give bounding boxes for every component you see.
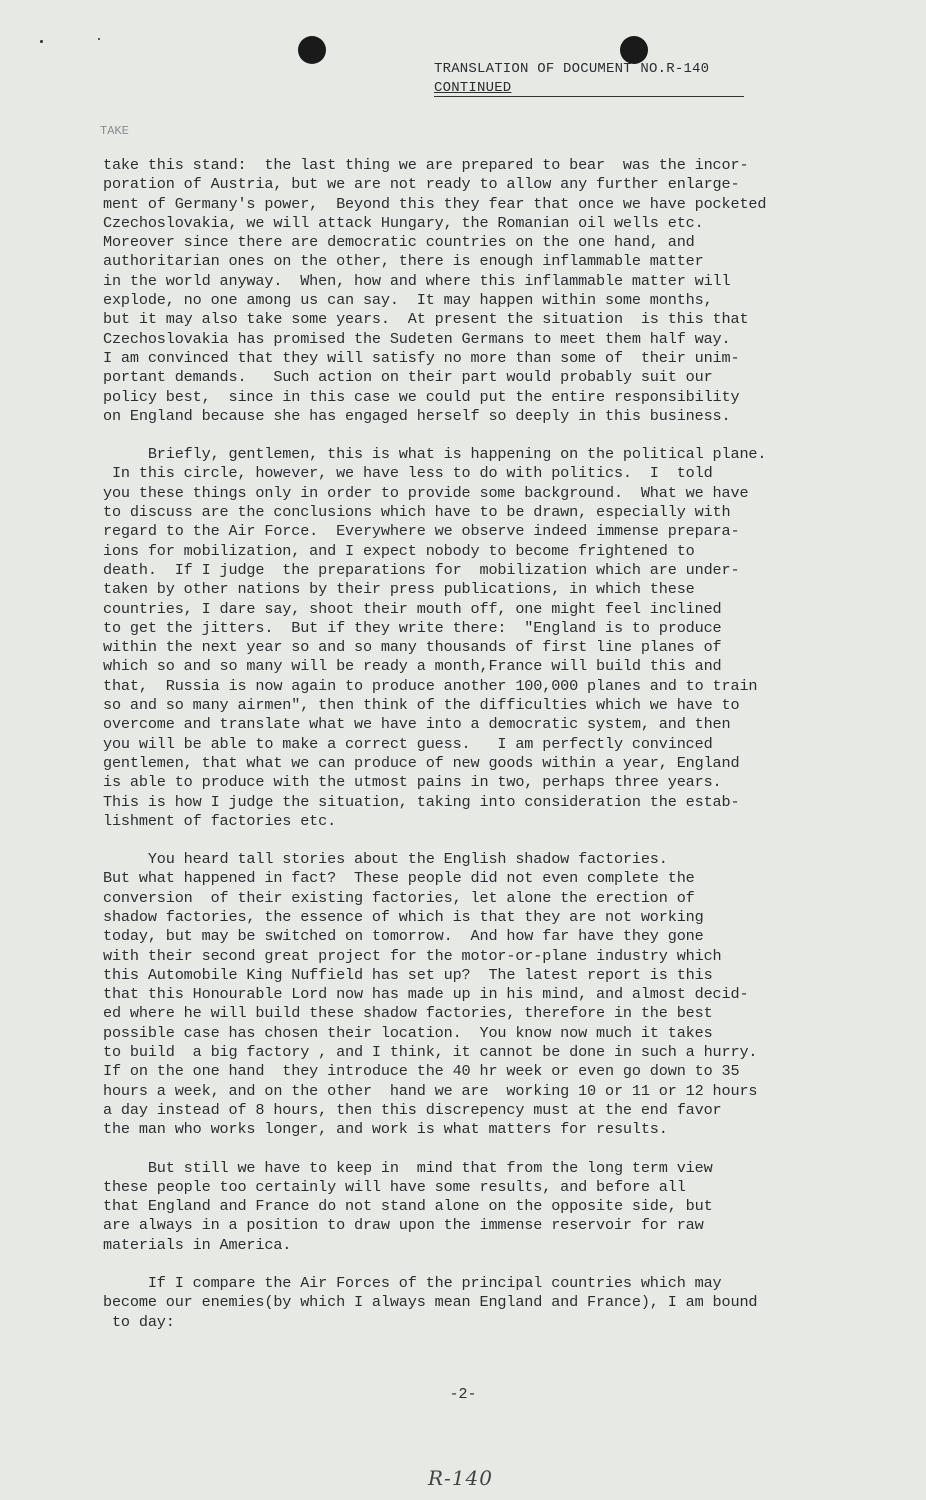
page-number: -2- bbox=[449, 1386, 477, 1403]
text-line: regard to the Air Force. Everywhere we observe indeed immense prepara- bbox=[103, 522, 740, 541]
text-line: take this stand: the last thing we are prepared to bear was the incor- bbox=[103, 156, 749, 174]
text-line: this Automobile King Nuffield has set up? The latest report is this bbox=[103, 965, 713, 984]
speck-mark bbox=[98, 38, 100, 40]
body-text bbox=[103, 156, 823, 1351]
text-line: to build a big factory , and I think, it cannot be done in such a hurry. bbox=[103, 1043, 758, 1062]
text-line: conversion of their existing factories, let alone the erection of bbox=[103, 888, 695, 907]
text-line: shadow factories, the essence of which is that they are not working bbox=[103, 907, 704, 926]
text-line: you these things only in order to provide some background. What we have bbox=[103, 483, 749, 502]
text-line: but it may also take some years. At present the situation is this that bbox=[103, 310, 749, 329]
text-line: in the world anyway. When, how and where this inflammable matter will bbox=[103, 271, 731, 290]
paragraph bbox=[103, 156, 823, 426]
text-line: You heard tall stories about the English shadow factories. bbox=[103, 850, 668, 869]
text-line: gentlemen, that what we can produce of new goods within a year, England bbox=[103, 753, 740, 772]
text-line: that, Russia is now again to produce another 100,000 planes and to train bbox=[103, 676, 758, 695]
text-line: portant demands. Such action on their part would probably suit our bbox=[103, 368, 713, 387]
speck-mark bbox=[40, 40, 43, 43]
text-line: This is how I judge the situation, taking into consideration the estab- bbox=[103, 792, 740, 811]
paragraph bbox=[103, 445, 823, 831]
text-line: If I compare the Air Forces of the principal countries which may bbox=[103, 1274, 722, 1293]
text-line: is able to produce with the utmost pains in two, perhaps three years. bbox=[103, 773, 722, 792]
text-line: ions for mobilization, and I expect nobody to become frightened to bbox=[103, 541, 695, 560]
paragraph bbox=[103, 850, 823, 1139]
paragraph bbox=[103, 1274, 823, 1332]
text-line: ment of Germany's power, Beyond this they fear that once we have pocketed bbox=[103, 194, 767, 213]
text-line: But still we have to keep in mind that from the long term view bbox=[103, 1158, 713, 1177]
text-line: Czechoslovakia has promised the Sudeten Germans to meet them half way. bbox=[103, 329, 731, 348]
text-line: But what happened in fact? These people did not even complete the bbox=[103, 869, 695, 888]
text-line: Czechoslovakia, we will attack Hungary, the Romanian oil wells etc. bbox=[103, 213, 704, 232]
text-line: so and so many airmen", then think of the difficulties which we have to bbox=[103, 696, 740, 715]
text-line: authoritarian ones on the other, there is enough inflammable matter bbox=[103, 252, 704, 271]
text-line: Moreover since there are democratic countries on the one hand, and bbox=[103, 233, 695, 252]
text-line: overcome and translate what we have into a democratic system, and then bbox=[103, 715, 731, 734]
text-line: countries, I dare say, shoot their mouth off, one might feel inclined bbox=[103, 599, 722, 618]
text-line: possible case has chosen their location. You know now much it takes bbox=[103, 1023, 713, 1042]
text-line: ed where he will build these shadow factories, therefore in the best bbox=[103, 1004, 713, 1023]
text-line: with their second great project for the motor-or-plane industry which bbox=[103, 946, 722, 965]
margin-note: TAKE bbox=[100, 124, 129, 138]
text-line: these people too certainly will have some results, and before all bbox=[103, 1177, 686, 1196]
text-line: become our enemies(by which I always mean England and France), I am bound bbox=[103, 1293, 758, 1312]
handwritten-reference: R-140 bbox=[428, 1466, 493, 1490]
text-line: In this circle, however, we have less to do with politics. I told bbox=[103, 464, 713, 483]
text-line: are always in a position to draw upon the immense reservoir for raw bbox=[103, 1216, 704, 1235]
text-line: that England and France do not stand alone on the opposite side, but bbox=[103, 1197, 713, 1216]
text-line: to discuss are the conclusions which have to be drawn, especially with bbox=[103, 503, 731, 522]
text-line: death. If I judge the preparations for mobilization which are under- bbox=[103, 560, 740, 579]
text-line: today, but may be switched on tomorrow. And how far have they gone bbox=[103, 927, 704, 946]
text-line: policy best, since in this case we could put the entire responsibility bbox=[103, 387, 740, 406]
text-line: to get the jitters. But if they write there: "England is to produce bbox=[103, 618, 722, 637]
header-underline bbox=[434, 96, 744, 97]
text-line: poration of Austria, but we are not ready to allow any further enlarge- bbox=[103, 175, 740, 194]
document-header bbox=[434, 60, 744, 98]
text-line: lishment of factories etc. bbox=[103, 811, 337, 830]
text-line: the man who works longer, and work is what matters for results. bbox=[103, 1120, 668, 1139]
punch-hole-left bbox=[298, 36, 326, 64]
text-line: materials in America. bbox=[103, 1235, 292, 1254]
text-line: I am convinced that they will satisfy no more than some of their unim- bbox=[103, 348, 740, 367]
text-line: taken by other nations by their press publications, in which these bbox=[103, 580, 695, 599]
text-line: a day instead of 8 hours, then this discrepency must at the end favor bbox=[103, 1100, 722, 1119]
text-line: you will be able to make a correct guess. I am perfectly convinced bbox=[103, 734, 713, 753]
text-line: within the next year so and so many thousands of first line planes of bbox=[103, 638, 722, 657]
text-line: that this Honourable Lord now has made up in his mind, and almost decid- bbox=[103, 985, 749, 1004]
text-line: Briefly, gentlemen, this is what is happening on the political plane. bbox=[103, 445, 767, 464]
text-line: to day: bbox=[103, 1312, 175, 1331]
header-subtitle: CONTINUED bbox=[434, 80, 512, 96]
text-line: explode, no one among us can say. It may happen within some months, bbox=[103, 291, 713, 310]
paragraph bbox=[103, 1159, 823, 1255]
text-line: If on the one hand they introduce the 40 hr week or even go down to 35 bbox=[103, 1062, 740, 1081]
header-title: TRANSLATION OF DOCUMENT NO.R-140 bbox=[434, 61, 710, 77]
text-line: hours a week, and on the other hand we are working 10 or 11 or 12 hours bbox=[103, 1081, 758, 1100]
text-line: on England because she has engaged herself so deeply in this business. bbox=[103, 406, 731, 425]
text-line: which so and so many will be ready a month,France will build this and bbox=[103, 657, 722, 676]
